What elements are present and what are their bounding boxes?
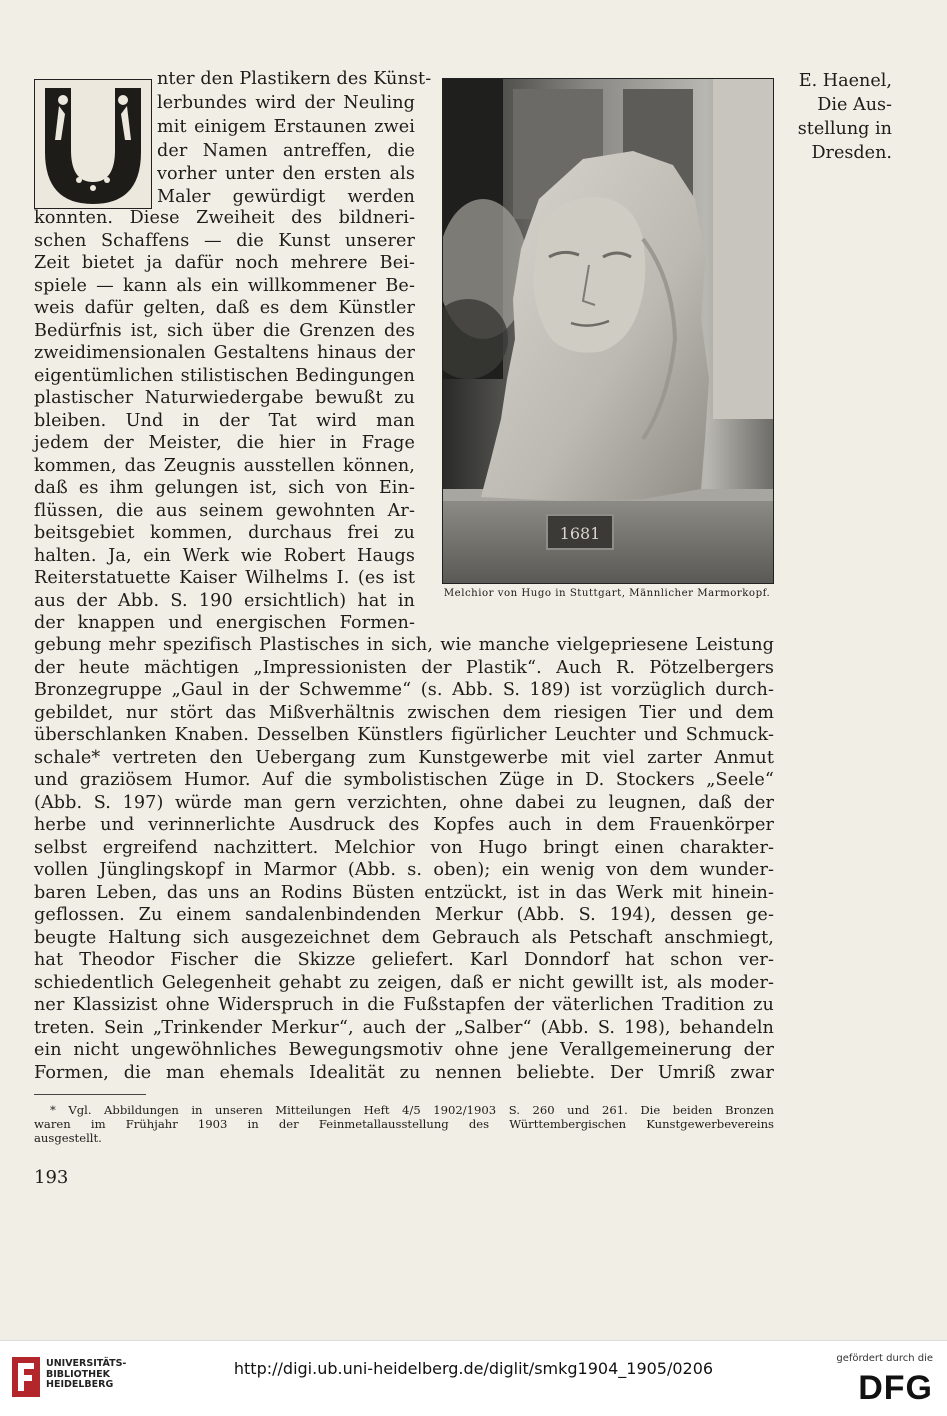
text-line: aus der Abb. S. 190 ersichtlich) hat in (34, 591, 415, 611)
text-line: vollen Jünglingskopf in Marmor (Abb. s. oben); ein wenig von dem wunder- (34, 860, 774, 880)
text-line: lerbundes wird der Neuling (157, 93, 415, 113)
text-line: der knappen und energischen Formen- (34, 613, 415, 633)
text-line: gebildet, nur stört das Mißverhältnis zwischen dem riesigen Tier und dem (34, 703, 774, 723)
text-line: ein nicht ungewöhnliches Bewegungsmotiv ohne jene Verallgemeinerung der (34, 1040, 774, 1060)
text-line: mit einigem Erstaunen zwei (157, 117, 415, 137)
text-line: der Namen antreffen, die (157, 141, 415, 161)
text-line: eigentümlichen stilistischen Bedingungen (34, 366, 415, 386)
text-line: der heute mächtigen „Impressionisten der Plastik“. Auch R. Pötzelbergers (34, 658, 774, 678)
text-line: Bedürfnis ist, sich über die Grenzen des (34, 321, 415, 341)
text-line: schale* vertreten den Uebergang zum Kunstgewerbe mit viel zarter Anmut (34, 748, 774, 768)
footnote-line: * Vgl. Abbildungen in unseren Mitteilungen Heft 4/5 1902/1903 S. 260 und 261. Die beiden Bronzen (50, 1103, 774, 1117)
text-line: gebung mehr spezifisch Plastisches in sich, wie manche vielgepriesene Leistung (34, 635, 774, 655)
text-line: nter den Plastikern des Künst- (157, 69, 432, 89)
page-number: 193 (34, 1167, 69, 1188)
sculpture-photograph (442, 78, 774, 584)
text-line: daß es ihm gelungen ist, sich von Ein- (34, 478, 415, 498)
viewer-footer (0, 1340, 947, 1416)
text-line: geflossen. Zu einem sandalenbindenden Merkur (Abb. S. 194), dessen ge- (34, 905, 774, 925)
text-line: konnten. Diese Zweiheit des bildneri- (34, 208, 415, 228)
footnote-line: waren im Frühjahr 1903 in der Feinmetallausstellung des Württembergischen Kunstgewerbevereins (34, 1117, 774, 1131)
text-line: kommen, das Zeugnis ausstellen können, (34, 456, 415, 476)
text-line: spiele — kann als ein willkommener Be- (34, 276, 415, 296)
sidenote-line: E. Haenel, (798, 71, 892, 91)
text-line: und graziösem Humor. Auf die symbolistischen Züge in D. Stockers „Seele“ (34, 770, 774, 790)
text-line: beitsgebiet kommen, durchaus frei zu (34, 523, 415, 543)
library-name-line: BIBLIOTHEK (46, 1368, 110, 1380)
funding-label: gefördert durch die (836, 1353, 933, 1364)
text-line: (Abb. S. 197) würde man gern verzichten, ohne dabei zu leugnen, daß der (34, 793, 774, 813)
initial-ornament-icon (35, 80, 151, 208)
sidenote-line: stellung in (797, 119, 892, 139)
text-line: weis dafür gelten, daß es dem Künstler (34, 298, 415, 318)
text-line: beugte Haltung sich ausgezeichnet dem Gebrauch als Petschaft anschmiegt, (34, 928, 774, 948)
text-line: zweidimensionalen Gestaltens hinaus der (34, 343, 415, 363)
text-line: bleiben. Und in der Tat wird man (34, 411, 415, 431)
text-line: schiedentlich Gelegenheit gehabt zu zeigen, daß er nicht gewillt ist, als moder- (34, 973, 774, 993)
marble-head-image (443, 79, 773, 583)
text-line: Bronzegruppe „Gaul in der Schwemme“ (s. Abb. S. 189) ist vorzüglich durch- (34, 680, 774, 700)
text-line: Formen, die man ehemals Idealität zu nennen beliebte. Der Umriß zwar (34, 1063, 774, 1083)
library-name-line: UNIVERSITÄTS- (46, 1358, 127, 1369)
text-line: Reiterstatuette Kaiser Wilhelms I. (es ist (34, 568, 415, 588)
text-line: treten. Sein „Trinkender Merkur“, auch der „Salber“ (Abb. S. 198), behandeln (34, 1018, 774, 1038)
permalink-url[interactable]: http://digi.ub.uni-heidelberg.de/diglit/smkg1904_1905/0206 (233, 1359, 714, 1378)
text-line: überschlanken Knaben. Desselben Künstlers figürlicher Leuchter und Schmuck- (34, 725, 774, 745)
text-line: vorher unter den ersten als (157, 164, 415, 184)
decorated-initial (34, 79, 152, 209)
text-line: flüssen, die aus seinem gewohnten Ar- (34, 501, 415, 521)
text-line: herbe und verinnerlichte Ausdruck des Kopfes auch in dem Frauenkörper (34, 815, 774, 835)
text-line: schen Schaffens — die Kunst unserer (34, 231, 415, 251)
text-line: plastischer Naturwiedergabe bewußt zu (34, 388, 415, 408)
text-line: Maler gewürdigt werden (157, 187, 415, 207)
figure-caption: Melchior von Hugo in Stuttgart, Männlicher Marmorkopf. (443, 588, 771, 599)
text-line: ner Klassizist ohne Widerspruch in die Fußstapfen der väterlichen Tradition zu (34, 995, 774, 1015)
text-line: halten. Ja, ein Werk wie Robert Haugs (34, 546, 415, 566)
sidenote-line: Dresden. (811, 143, 892, 163)
plate-number: 1681 (559, 524, 601, 543)
text-line: jedem der Meister, die hier in Frage (34, 433, 415, 453)
text-line: baren Leben, das uns an Rodins Büsten entzückt, ist in das Werk mit hinein- (34, 883, 774, 903)
text-line: Zeit bietet ja dafür noch mehrere Bei- (34, 253, 415, 273)
library-name-line: HEIDELBERG (46, 1379, 114, 1390)
footnote-line: ausgestellt. (34, 1131, 102, 1145)
text-line: selbst ergreifend nachzittert. Melchior von Hugo bringt einen charakter- (34, 838, 774, 858)
text-line: hat Theodor Fischer die Skizze geliefert. Karl Donndorf hat schon ver- (34, 950, 774, 970)
dfg-logo[interactable]: DFG (858, 1369, 933, 1407)
sidenote-line: Die Aus- (817, 95, 892, 115)
footnote-rule (34, 1094, 146, 1095)
